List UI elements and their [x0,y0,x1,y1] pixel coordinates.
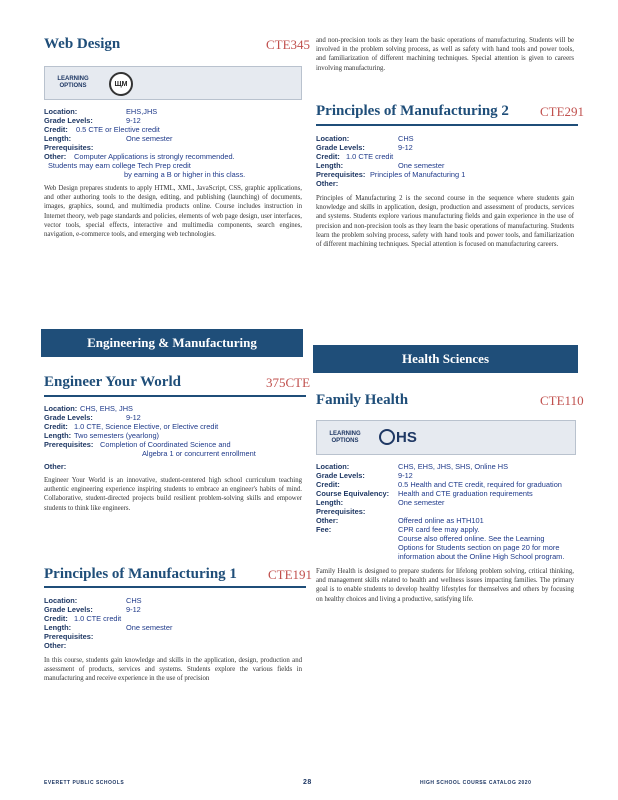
field-location: Location: CHS [44,596,142,605]
course-title: Family Health [316,392,409,408]
course-code: CTE110 [540,393,584,408]
title-rule [44,586,306,588]
learning-options-box [44,66,302,100]
field-fee: Fee: CPR card fee may apply. [316,525,480,534]
field-grade-levels: Grade Levels: 9-12 [44,116,141,125]
field-credit: Credit: 0.5 CTE or Elective credit [44,125,160,134]
section-banner-engineering: Engineering & Manufacturing [41,329,303,357]
field-prerequisites: Prerequisites: Principles of Manufacturing 1 [316,170,466,179]
field-credit: Credit: 1.0 CTE credit [44,614,122,623]
field-other: Other: [316,179,339,188]
course-code: CTE291 [540,104,585,119]
course-description: Family Health is designed to prepare students for lifelong problem solving, critical thinking, and management skills related to health and wellness issues impacting families. The primary goal is to enable students to develop healthy lifestyles for themselves and others by focusing on healthy choices and living a productive, satisfying life. [316,568,574,603]
course-code: CTE345 [266,37,311,52]
field-length: Length: One semester [44,623,173,632]
field-course-equivalency: Course Equivalency: Health and CTE graduation requirements [316,489,533,498]
title-rule [44,395,306,397]
field-other-line3: by earning a B or higher in this class. [124,170,246,179]
field-grade-levels: Grade Levels: 9-12 [44,605,141,614]
logo-text: HS [396,428,417,446]
field-location: Location: CHS [316,134,414,143]
field-grade-levels: Grade Levels: 9-12 [44,413,141,422]
globe-icon [379,429,395,445]
footer-left: EVERETT PUBLIC SCHOOLS [44,780,125,786]
field-prerequisites-line2: Algebra 1 or concurrent enrollment [142,449,256,458]
field-credit: Credit: 1.0 CTE credit [316,152,394,161]
pom1-details [44,596,302,684]
field-other: Other: Offered online as HTH101 [316,516,484,525]
logo-text: ЩМ [114,80,128,88]
field-prerequisites: Prerequisites: [316,507,366,516]
web-design-details [44,107,302,239]
family-health-details [316,462,578,604]
course-description: Principles of Manufacturing 2 is the second course in the sequence where students gain knowledge and skills in application, design, production and assessment of products, services and systems. Students explore various manufacturing fields and gain experience in the use of precision and non-precision tools as they learn the basic operations of manufacturing. Students learn the problem solving process, safety with hand tools and power tools, and familiarization of different machining techniques. Special attention is focused on manufacturing careers. [316,195,574,249]
engineer-details [44,404,302,513]
field-grade-levels: Grade Levels: 9-12 [316,471,413,480]
online-hs-logo-icon [379,427,417,447]
course-description: Engineer Your World is an innovative, student-centered high school curriculum teaching authentic engineering experience inspiring students to embrace an engineer's habits of mind. Collaborative, student-directed projects build resilient problem-solving skills and empower students to think like engineers. [44,477,302,512]
course-title: Engineer Your World [44,374,181,390]
field-fee-line3: Options for Students section on page 20 for more [398,543,560,552]
field-prerequisites: Prerequisites: Completion of Coordinated Science and [44,440,231,449]
pom2-details [316,134,574,249]
field-grade-levels: Grade Levels: 9-12 [316,143,413,152]
field-other-line2: Students may earn college Tech Prep credit [48,161,191,170]
course-code: CTE191 [268,567,313,582]
course-description: In this course, students gain knowledge and skills in the application, design, production and assessment of products, services and systems. Students explore the various fields in manufacturing and receive experience in the use of precision [44,657,302,683]
field-location: Location: CHS, EHS, JHS [44,404,133,413]
field-length: Length: One semester [316,161,445,170]
field-fee-line2: Course also offered online. See the Learning [398,534,545,543]
web-design-course [44,36,311,53]
field-credit: Credit: 1.0 CTE, Science Elective, or Elective credit [44,422,219,431]
field-location: Location: EHS,JHS [44,107,158,116]
field-fee-line4: information about the Online High School program. [398,552,565,561]
course-title: Web Design [44,36,121,52]
field-prerequisites: Prerequisites: [44,632,94,641]
field-length: Length: One semester [44,134,173,143]
field-length: Length: One semester [316,498,445,507]
online-program-logo-icon [109,72,133,96]
principles-of-manufacturing-2-course [316,103,585,120]
field-length: Length: Two semesters (yearlong) [44,431,160,440]
field-other: Other: [44,641,67,650]
learning-options-label: LEARNING OPTIONS [329,431,361,444]
field-location: Location: CHS, EHS, JHS, SHS, Online HS [316,462,509,471]
field-credit: Credit: 0.5 Health and CTE credit, required for graduation [316,480,562,489]
course-code: 375CTE [266,375,311,390]
principles-of-manufacturing-1-course [44,566,313,583]
course-title: Principles of Manufacturing 1 [44,566,237,582]
course-description: Web Design prepares students to apply HTML, XML, JavaScript, CSS, graphic applications, and other authoring tools to the design, editing, and publishing (launching) of documents, images, graphics, sound, and multimedia products online. Course includes instruction in Internet theory, web page standards and policies, elements of web page design, user interfaces, vector tools, special effects, interactive and multimedia components, search engines, navigation, e-commerce tools, and emerging web technologies. [44,185,302,239]
footer-right: HIGH SCHOOL COURSE CATALOG 2020 [420,780,532,786]
learning-options-label: LEARNING OPTIONS [57,76,89,89]
course-title: Principles of Manufacturing 2 [316,103,509,119]
section-banner-health: Health Sciences [313,345,578,373]
engineer-your-world-course [44,374,311,391]
field-prerequisites: Prerequisites: [44,143,94,152]
title-rule [316,124,578,126]
family-health-course [316,392,584,409]
field-other: Other: Computer Applications is strongly recommended. [44,152,235,161]
field-other: Other: [44,462,67,471]
page-number: 28 [303,779,312,786]
pom2-intro-continuation: and non-precision tools as they learn the basic operations of manufacturing. Students will be involved in the problem solving process, as well as safety with hand tools and power tools, and familiarization of different machining techniques. Special attention is given to careers involving manufacturing. [316,37,574,72]
learning-options-box [316,420,576,455]
